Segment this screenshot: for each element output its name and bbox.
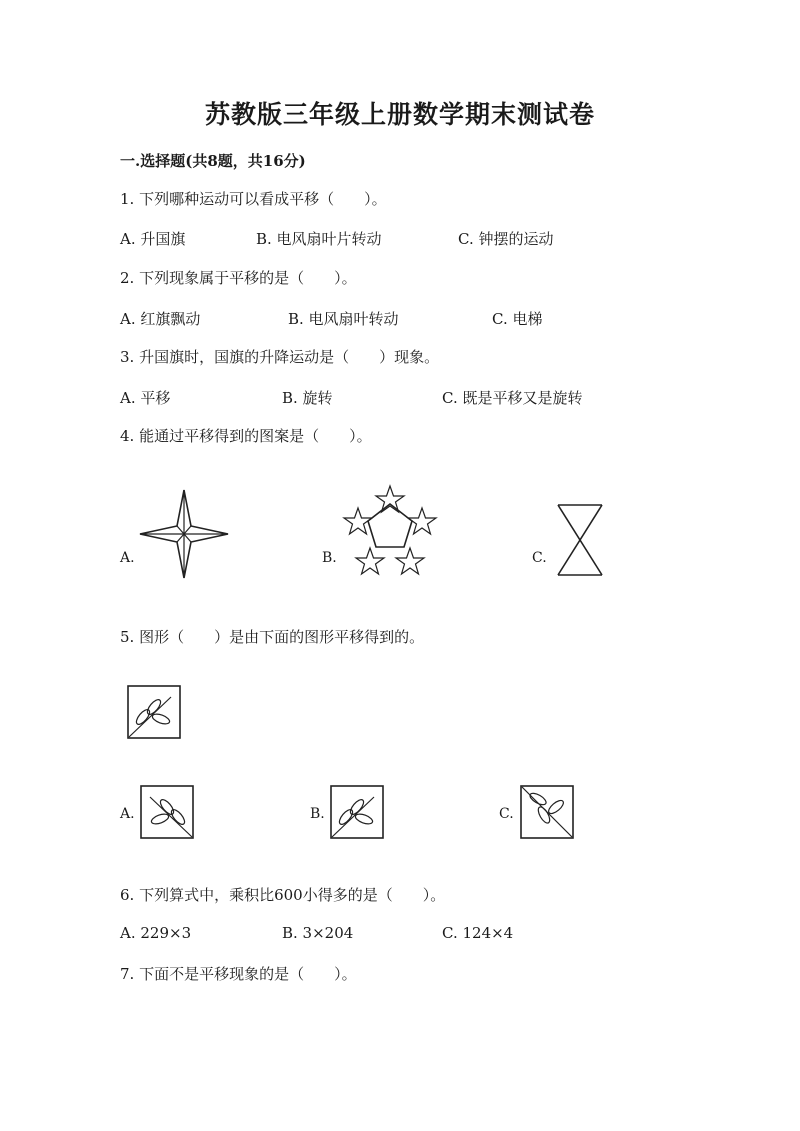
question-7: 7. 下面不是平移现象的是（ ）。 [120, 965, 357, 983]
q1-option-b: B. 电风扇叶片转动 [256, 230, 382, 248]
question-3: 3. 升国旗时，国旗的升降运动是（ ）现象。 [120, 348, 440, 366]
q5-option-c: C. [499, 806, 514, 822]
page-title: 苏教版三年级上册数学期末测试卷 [204, 100, 595, 129]
leaf-reference-figure [127, 685, 181, 739]
hourglass-figure [556, 503, 604, 577]
leaf-option-c-figure [520, 785, 574, 839]
q4-option-c: C. [532, 550, 547, 566]
q6-option-b: B. 3×204 [282, 924, 354, 942]
q2-option-b: B. 电风扇叶转动 [288, 310, 399, 328]
question-1: 1. 下列哪种运动可以看成平移（ ）。 [120, 190, 387, 208]
q4-option-b: B. [322, 550, 337, 566]
question-4: 4. 能通过平移得到的图案是（ ）。 [120, 427, 372, 445]
leaf-option-b-figure [330, 785, 384, 839]
question-6: 6. 下列算式中，乘积比600小得多的是（ ）。 [120, 886, 446, 904]
stars-pentagon-figure [340, 484, 440, 580]
q3-option-a: A. 平移 [120, 389, 171, 407]
q3-option-b: B. 旋转 [282, 389, 333, 407]
q1-option-c: C. 钟摆的运动 [458, 230, 554, 248]
q6-option-a: A. 229×3 [120, 924, 192, 942]
q4-option-a: A. [120, 550, 135, 566]
question-5: 5. 图形（ ）是由下面的图形平移得到的。 [120, 628, 425, 646]
q3-option-c: C. 既是平移又是旋转 [442, 389, 583, 407]
q1-option-a: A. 升国旗 [120, 230, 186, 248]
q2-option-a: A. 红旗飘动 [120, 310, 201, 328]
four-point-star-figure [138, 488, 230, 580]
q5-option-a: A. [120, 806, 135, 822]
q2-option-c: C. 电梯 [492, 310, 543, 328]
section-heading: 一.选择题(共8题，共16分) [120, 152, 306, 170]
leaf-option-a-figure [140, 785, 194, 839]
q6-option-c: C. 124×4 [442, 924, 514, 942]
q5-option-b: B. [310, 806, 325, 822]
question-2: 2. 下列现象属于平移的是（ ）。 [120, 269, 357, 287]
